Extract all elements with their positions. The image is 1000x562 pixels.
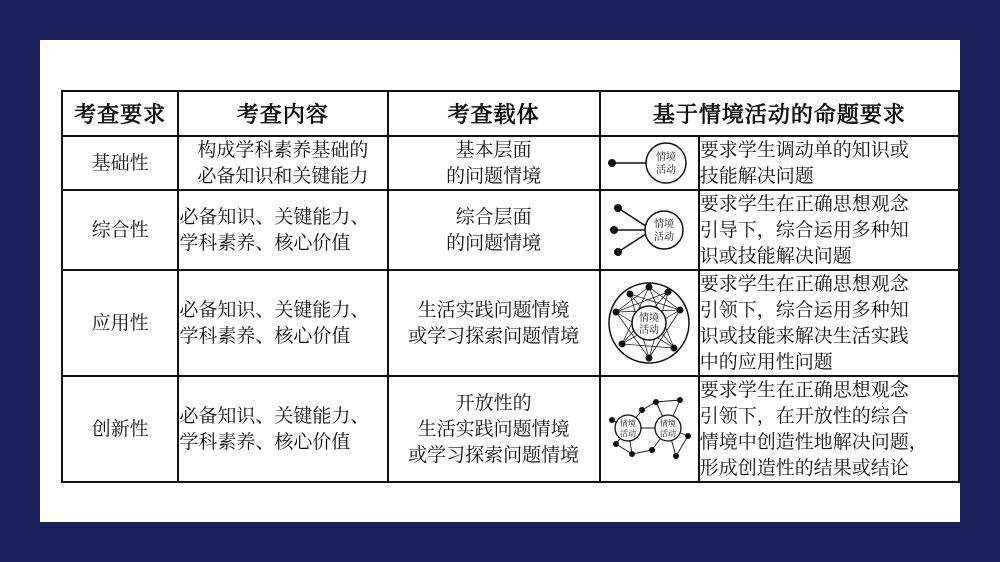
cell-content: 必备知识、关键能力、 学科素养、核心价值 bbox=[178, 376, 387, 482]
cell-content: 构成学科素养基础的 必备知识和关键能力 bbox=[178, 136, 387, 190]
header-proposition: 基于情境活动的命题要求 bbox=[600, 91, 959, 136]
cell-carrier: 综合层面 的问题情境 bbox=[388, 190, 600, 270]
cell-content: 必备知识、关键能力、 学科素养、核心价值 bbox=[178, 270, 387, 376]
cell-proposition: 要求学生在正确思想观念 引导下，综合运用多种知 识或技能解决问题 bbox=[699, 190, 959, 270]
cell-diagram bbox=[600, 190, 699, 270]
table-row bbox=[62, 190, 959, 270]
table-header-row bbox=[62, 91, 959, 136]
icon-label-top: 情境 bbox=[655, 152, 676, 163]
table-row bbox=[62, 376, 959, 482]
single-link-diagram-icon bbox=[602, 139, 697, 187]
icon-label-bottom: 活动 bbox=[655, 165, 676, 176]
cell-proposition: 要求学生调动单的知识或 技能解决问题 bbox=[699, 136, 959, 190]
cell-carrier: 开放性的 生活实践问题情境 或学习探索问题情境 bbox=[388, 376, 600, 482]
icon-label-bottom: 活动 bbox=[659, 429, 676, 438]
cell-requirement: 综合性 bbox=[62, 190, 178, 270]
cell-diagram bbox=[600, 270, 699, 376]
multi-link-diagram-icon bbox=[602, 194, 697, 266]
icon-label-bottom: 活动 bbox=[619, 429, 636, 438]
slide bbox=[40, 40, 960, 522]
cell-proposition: 要求学生在正确思想观念 引领下，综合运用多种知 识或技能来解决生活实践 中的应用性问题 bbox=[699, 270, 959, 376]
cell-carrier: 生活实践问题情境 或学习探索问题情境 bbox=[388, 270, 600, 376]
network-diagram-icon bbox=[602, 274, 697, 372]
cell-requirement: 基础性 bbox=[62, 136, 178, 190]
cell-requirement: 应用性 bbox=[62, 270, 178, 376]
open-network-diagram-icon bbox=[602, 380, 697, 478]
header-content: 考查内容 bbox=[178, 91, 387, 136]
cell-carrier: 基本层面 的问题情境 bbox=[388, 136, 600, 190]
icon-label-top: 情境 bbox=[619, 419, 636, 428]
header-requirement: 考查要求 bbox=[62, 91, 178, 136]
header-carrier: 考查载体 bbox=[388, 91, 600, 136]
cell-diagram bbox=[600, 376, 699, 482]
icon-label-bottom: 活动 bbox=[653, 232, 674, 243]
exam-requirements-table bbox=[61, 90, 960, 483]
icon-label-top: 情境 bbox=[653, 219, 674, 230]
table-row bbox=[62, 136, 959, 190]
cell-requirement: 创新性 bbox=[62, 376, 178, 482]
cell-content: 必备知识、关键能力、 学科素养、核心价值 bbox=[178, 190, 387, 270]
cell-proposition: 要求学生在正确思想观念 引领下，在开放性的综合 情境中创造性地解决问题， 形成创造性的结果或结论 bbox=[699, 376, 959, 482]
cell-diagram bbox=[600, 136, 699, 190]
icon-label-top: 情境 bbox=[659, 419, 676, 428]
table-row bbox=[62, 270, 959, 376]
icon-label-top: 情境 bbox=[638, 313, 659, 324]
icon-label-bottom: 活动 bbox=[638, 325, 659, 336]
